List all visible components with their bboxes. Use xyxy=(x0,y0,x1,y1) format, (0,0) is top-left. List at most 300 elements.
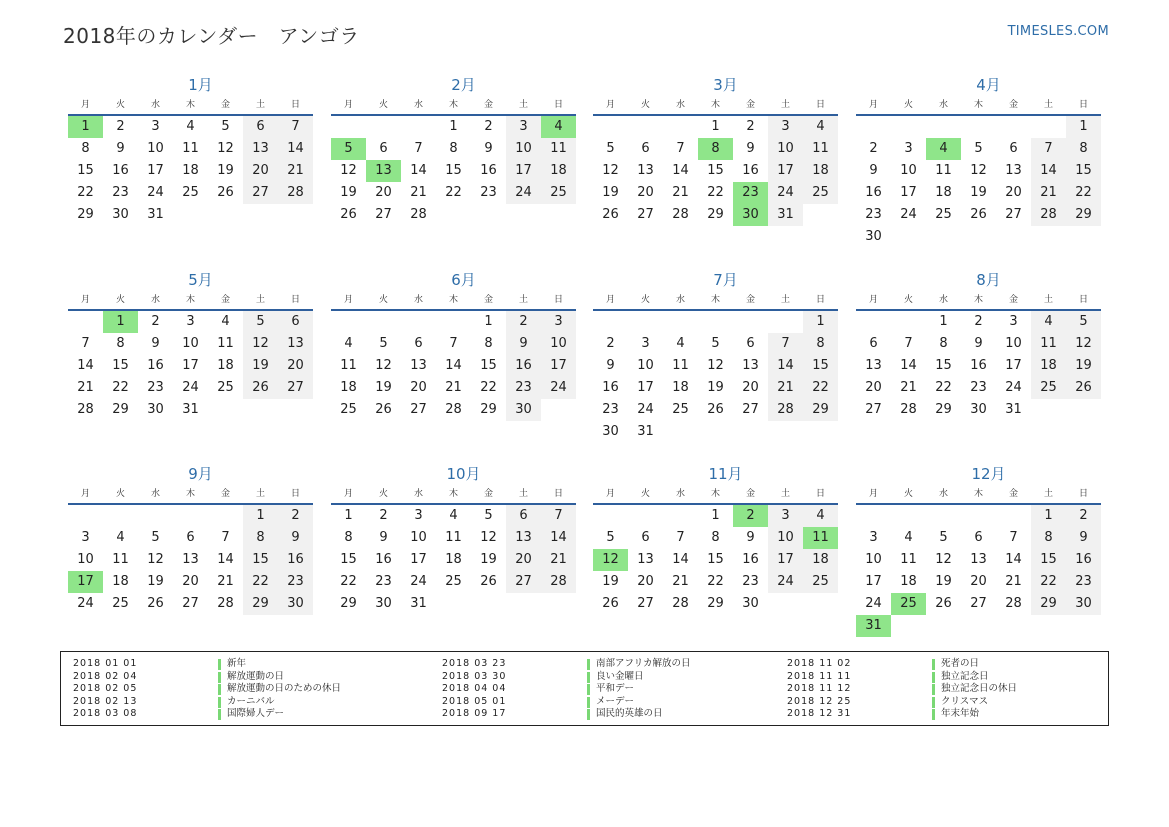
date-cell[interactable]: 21 xyxy=(445,380,462,395)
date-cell[interactable]: 21 xyxy=(541,549,576,571)
date-cell[interactable]: 28 xyxy=(1031,204,1066,226)
date-cell[interactable]: 8 xyxy=(116,336,125,351)
date-cell[interactable]: 13 xyxy=(865,358,882,373)
date-cell[interactable]: 8 xyxy=(449,141,458,156)
date-cell[interactable]: 17 xyxy=(865,574,882,589)
date-cell[interactable]: 6 xyxy=(379,141,388,156)
date-cell[interactable]: 20 xyxy=(865,380,882,395)
date-cell[interactable]: 25 xyxy=(541,182,576,204)
date-cell[interactable]: 14 xyxy=(278,138,313,160)
date-cell[interactable]: 2 xyxy=(484,119,493,134)
date-cell[interactable]: 28 xyxy=(541,571,576,593)
date-cell[interactable]: 30 xyxy=(1066,593,1101,615)
date-cell[interactable]: 26 xyxy=(602,207,619,222)
date-cell[interactable]: 4 xyxy=(904,530,913,545)
date-cell[interactable]: 5 xyxy=(939,530,948,545)
date-cell[interactable]: 29 xyxy=(707,207,724,222)
date-cell[interactable]: 4 xyxy=(1031,311,1066,333)
date-cell[interactable]: 6 xyxy=(186,530,195,545)
date-cell[interactable]: 2 xyxy=(1066,505,1101,527)
date-cell[interactable]: 17 xyxy=(410,552,427,567)
date-cell[interactable]: 15 xyxy=(707,163,724,178)
date-cell[interactable]: 7 xyxy=(414,141,423,156)
date-cell[interactable]: 6 xyxy=(641,141,650,156)
date-cell[interactable]: 16 xyxy=(278,549,313,571)
date-cell[interactable]: 31 xyxy=(410,596,427,611)
date-cell[interactable]: 6 xyxy=(641,530,650,545)
date-cell[interactable]: 26 xyxy=(935,596,952,611)
date-cell[interactable]: 17 xyxy=(768,160,803,182)
date-cell[interactable]: 6 xyxy=(974,530,983,545)
date-cell[interactable]: 13 xyxy=(637,552,654,567)
date-cell[interactable]: 18 xyxy=(803,160,838,182)
date-cell[interactable]: 6 xyxy=(746,336,755,351)
date-cell[interactable]: 20 xyxy=(637,185,654,200)
date-cell[interactable]: 8 xyxy=(711,530,720,545)
date-cell[interactable]: 15 xyxy=(480,358,497,373)
holiday-date-cell[interactable]: 25 xyxy=(891,593,926,615)
date-cell[interactable]: 21 xyxy=(217,574,234,589)
date-cell[interactable]: 27 xyxy=(375,207,392,222)
date-cell[interactable]: 23 xyxy=(375,574,392,589)
date-cell[interactable]: 31 xyxy=(768,204,803,226)
date-cell[interactable]: 30 xyxy=(865,229,882,244)
date-cell[interactable]: 17 xyxy=(147,163,164,178)
date-cell[interactable]: 9 xyxy=(746,141,755,156)
date-cell[interactable]: 22 xyxy=(803,377,838,399)
date-cell[interactable]: 4 xyxy=(116,530,125,545)
date-cell[interactable]: 20 xyxy=(182,574,199,589)
site-link[interactable]: TIMESLES.COM xyxy=(1007,24,1109,39)
holiday-date-cell[interactable]: 4 xyxy=(926,138,961,160)
date-cell[interactable]: 9 xyxy=(278,527,313,549)
date-cell[interactable]: 2 xyxy=(151,314,160,329)
date-cell[interactable]: 19 xyxy=(480,552,497,567)
date-cell[interactable]: 9 xyxy=(974,336,983,351)
date-cell[interactable]: 28 xyxy=(410,207,427,222)
date-cell[interactable]: 17 xyxy=(541,355,576,377)
date-cell[interactable]: 29 xyxy=(1031,593,1066,615)
date-cell[interactable]: 9 xyxy=(1066,527,1101,549)
date-cell[interactable]: 27 xyxy=(506,571,541,593)
date-cell[interactable]: 23 xyxy=(865,207,882,222)
date-cell[interactable]: 17 xyxy=(768,549,803,571)
date-cell[interactable]: 6 xyxy=(278,311,313,333)
date-cell[interactable]: 19 xyxy=(340,185,357,200)
date-cell[interactable]: 24 xyxy=(637,402,654,417)
date-cell[interactable]: 29 xyxy=(340,596,357,611)
date-cell[interactable]: 20 xyxy=(1005,185,1022,200)
date-cell[interactable]: 12 xyxy=(707,358,724,373)
date-cell[interactable]: 3 xyxy=(768,505,803,527)
date-cell[interactable]: 23 xyxy=(1066,571,1101,593)
date-cell[interactable]: 5 xyxy=(1066,311,1101,333)
date-cell[interactable]: 10 xyxy=(900,163,917,178)
date-cell[interactable]: 20 xyxy=(375,185,392,200)
date-cell[interactable]: 6 xyxy=(243,116,278,138)
date-cell[interactable]: 14 xyxy=(77,358,94,373)
date-cell[interactable]: 1 xyxy=(484,314,493,329)
date-cell[interactable]: 12 xyxy=(1066,333,1101,355)
date-cell[interactable]: 13 xyxy=(742,358,759,373)
date-cell[interactable]: 22 xyxy=(935,380,952,395)
date-cell[interactable]: 18 xyxy=(1031,355,1066,377)
date-cell[interactable]: 15 xyxy=(340,552,357,567)
date-cell[interactable]: 18 xyxy=(340,380,357,395)
date-cell[interactable]: 14 xyxy=(672,552,689,567)
date-cell[interactable]: 21 xyxy=(900,380,917,395)
date-cell[interactable]: 10 xyxy=(768,527,803,549)
date-cell[interactable]: 29 xyxy=(243,593,278,615)
date-cell[interactable]: 5 xyxy=(606,141,615,156)
date-cell[interactable]: 14 xyxy=(445,358,462,373)
date-cell[interactable]: 17 xyxy=(900,185,917,200)
date-cell[interactable]: 16 xyxy=(480,163,497,178)
holiday-date-cell[interactable]: 5 xyxy=(331,138,366,160)
date-cell[interactable]: 4 xyxy=(803,116,838,138)
date-cell[interactable]: 21 xyxy=(672,574,689,589)
date-cell[interactable]: 23 xyxy=(278,571,313,593)
date-cell[interactable]: 21 xyxy=(77,380,94,395)
date-cell[interactable]: 27 xyxy=(182,596,199,611)
date-cell[interactable]: 29 xyxy=(1066,204,1101,226)
date-cell[interactable]: 11 xyxy=(1031,333,1066,355)
date-cell[interactable]: 4 xyxy=(449,508,458,523)
date-cell[interactable]: 7 xyxy=(768,333,803,355)
date-cell[interactable]: 15 xyxy=(707,552,724,567)
date-cell[interactable]: 26 xyxy=(602,596,619,611)
date-cell[interactable]: 4 xyxy=(803,505,838,527)
date-cell[interactable]: 24 xyxy=(768,182,803,204)
date-cell[interactable]: 16 xyxy=(970,358,987,373)
date-cell[interactable]: 30 xyxy=(112,207,129,222)
date-cell[interactable]: 28 xyxy=(900,402,917,417)
date-cell[interactable]: 5 xyxy=(484,508,493,523)
date-cell[interactable]: 28 xyxy=(672,596,689,611)
date-cell[interactable]: 12 xyxy=(243,333,278,355)
date-cell[interactable]: 23 xyxy=(480,185,497,200)
date-cell[interactable]: 10 xyxy=(541,333,576,355)
date-cell[interactable]: 22 xyxy=(707,185,724,200)
date-cell[interactable]: 7 xyxy=(1009,530,1018,545)
date-cell[interactable]: 15 xyxy=(935,358,952,373)
date-cell[interactable]: 5 xyxy=(379,336,388,351)
date-cell[interactable]: 27 xyxy=(637,596,654,611)
date-cell[interactable]: 12 xyxy=(375,358,392,373)
date-cell[interactable]: 10 xyxy=(147,141,164,156)
date-cell[interactable]: 28 xyxy=(278,182,313,204)
date-cell[interactable]: 23 xyxy=(112,185,129,200)
date-cell[interactable]: 17 xyxy=(182,358,199,373)
date-cell[interactable]: 25 xyxy=(340,402,357,417)
date-cell[interactable]: 4 xyxy=(186,119,195,134)
date-cell[interactable]: 2 xyxy=(506,311,541,333)
date-cell[interactable]: 18 xyxy=(445,552,462,567)
date-cell[interactable]: 21 xyxy=(768,377,803,399)
date-cell[interactable]: 4 xyxy=(676,336,685,351)
date-cell[interactable]: 24 xyxy=(900,207,917,222)
date-cell[interactable]: 31 xyxy=(182,402,199,417)
date-cell[interactable]: 29 xyxy=(803,399,838,421)
date-cell[interactable]: 16 xyxy=(1066,549,1101,571)
date-cell[interactable]: 1 xyxy=(243,505,278,527)
date-cell[interactable]: 16 xyxy=(375,552,392,567)
date-cell[interactable]: 30 xyxy=(278,593,313,615)
date-cell[interactable]: 7 xyxy=(221,530,230,545)
date-cell[interactable]: 11 xyxy=(217,336,234,351)
date-cell[interactable]: 9 xyxy=(116,141,125,156)
holiday-date-cell[interactable]: 8 xyxy=(698,138,733,160)
date-cell[interactable]: 19 xyxy=(935,574,952,589)
date-cell[interactable]: 30 xyxy=(970,402,987,417)
date-cell[interactable]: 7 xyxy=(449,336,458,351)
date-cell[interactable]: 16 xyxy=(602,380,619,395)
date-cell[interactable]: 28 xyxy=(672,207,689,222)
date-cell[interactable]: 16 xyxy=(147,358,164,373)
date-cell[interactable]: 12 xyxy=(602,163,619,178)
date-cell[interactable]: 23 xyxy=(147,380,164,395)
date-cell[interactable]: 1 xyxy=(803,311,838,333)
date-cell[interactable]: 26 xyxy=(147,596,164,611)
date-cell[interactable]: 2 xyxy=(606,336,615,351)
date-cell[interactable]: 22 xyxy=(77,185,94,200)
holiday-date-cell[interactable]: 4 xyxy=(541,116,576,138)
holiday-date-cell[interactable]: 12 xyxy=(593,549,628,571)
date-cell[interactable]: 17 xyxy=(1005,358,1022,373)
date-cell[interactable]: 10 xyxy=(865,552,882,567)
date-cell[interactable]: 13 xyxy=(182,552,199,567)
date-cell[interactable]: 21 xyxy=(672,185,689,200)
date-cell[interactable]: 1 xyxy=(344,508,353,523)
date-cell[interactable]: 30 xyxy=(602,424,619,439)
date-cell[interactable]: 21 xyxy=(410,185,427,200)
date-cell[interactable]: 18 xyxy=(541,160,576,182)
date-cell[interactable]: 13 xyxy=(410,358,427,373)
date-cell[interactable]: 3 xyxy=(641,336,650,351)
date-cell[interactable]: 25 xyxy=(217,380,234,395)
date-cell[interactable]: 17 xyxy=(506,160,541,182)
date-cell[interactable]: 10 xyxy=(637,358,654,373)
date-cell[interactable]: 6 xyxy=(869,336,878,351)
date-cell[interactable]: 2 xyxy=(869,141,878,156)
holiday-date-cell[interactable]: 11 xyxy=(803,527,838,549)
date-cell[interactable]: 11 xyxy=(445,530,462,545)
date-cell[interactable]: 24 xyxy=(541,377,576,399)
date-cell[interactable]: 27 xyxy=(278,377,313,399)
date-cell[interactable]: 14 xyxy=(541,527,576,549)
date-cell[interactable]: 14 xyxy=(768,355,803,377)
date-cell[interactable]: 19 xyxy=(602,185,619,200)
date-cell[interactable]: 26 xyxy=(1066,377,1101,399)
date-cell[interactable]: 7 xyxy=(1031,138,1066,160)
date-cell[interactable]: 5 xyxy=(221,119,230,134)
date-cell[interactable]: 2 xyxy=(974,314,983,329)
date-cell[interactable]: 31 xyxy=(1005,402,1022,417)
date-cell[interactable]: 12 xyxy=(970,163,987,178)
date-cell[interactable]: 15 xyxy=(112,358,129,373)
date-cell[interactable]: 20 xyxy=(243,160,278,182)
date-cell[interactable]: 25 xyxy=(112,596,129,611)
date-cell[interactable]: 24 xyxy=(768,571,803,593)
date-cell[interactable]: 17 xyxy=(637,380,654,395)
date-cell[interactable]: 22 xyxy=(112,380,129,395)
date-cell[interactable]: 22 xyxy=(243,571,278,593)
date-cell[interactable]: 3 xyxy=(186,314,195,329)
date-cell[interactable]: 11 xyxy=(672,358,689,373)
date-cell[interactable]: 9 xyxy=(484,141,493,156)
holiday-date-cell[interactable]: 2 xyxy=(733,505,768,527)
date-cell[interactable]: 24 xyxy=(147,185,164,200)
date-cell[interactable]: 9 xyxy=(869,163,878,178)
date-cell[interactable]: 31 xyxy=(637,424,654,439)
date-cell[interactable]: 1 xyxy=(711,119,720,134)
date-cell[interactable]: 21 xyxy=(1031,182,1066,204)
date-cell[interactable]: 20 xyxy=(506,549,541,571)
date-cell[interactable]: 9 xyxy=(506,333,541,355)
date-cell[interactable]: 7 xyxy=(676,530,685,545)
date-cell[interactable]: 14 xyxy=(1005,552,1022,567)
date-cell[interactable]: 23 xyxy=(970,380,987,395)
date-cell[interactable]: 29 xyxy=(707,596,724,611)
date-cell[interactable]: 1 xyxy=(939,314,948,329)
date-cell[interactable]: 23 xyxy=(602,402,619,417)
date-cell[interactable]: 10 xyxy=(182,336,199,351)
date-cell[interactable]: 26 xyxy=(243,377,278,399)
date-cell[interactable]: 27 xyxy=(742,402,759,417)
date-cell[interactable]: 29 xyxy=(480,402,497,417)
date-cell[interactable]: 6 xyxy=(1009,141,1018,156)
date-cell[interactable]: 7 xyxy=(541,505,576,527)
date-cell[interactable]: 12 xyxy=(147,552,164,567)
date-cell[interactable]: 26 xyxy=(217,185,234,200)
holiday-date-cell[interactable]: 31 xyxy=(856,615,891,637)
date-cell[interactable]: 18 xyxy=(182,163,199,178)
date-cell[interactable]: 1 xyxy=(711,508,720,523)
date-cell[interactable]: 19 xyxy=(375,380,392,395)
date-cell[interactable]: 22 xyxy=(480,380,497,395)
date-cell[interactable]: 27 xyxy=(637,207,654,222)
date-cell[interactable]: 3 xyxy=(869,530,878,545)
date-cell[interactable]: 19 xyxy=(243,355,278,377)
date-cell[interactable]: 16 xyxy=(742,163,759,178)
date-cell[interactable]: 4 xyxy=(221,314,230,329)
date-cell[interactable]: 14 xyxy=(672,163,689,178)
date-cell[interactable]: 28 xyxy=(768,399,803,421)
date-cell[interactable]: 22 xyxy=(1066,182,1101,204)
date-cell[interactable]: 26 xyxy=(340,207,357,222)
date-cell[interactable]: 3 xyxy=(904,141,913,156)
date-cell[interactable]: 20 xyxy=(637,574,654,589)
date-cell[interactable]: 21 xyxy=(1005,574,1022,589)
date-cell[interactable]: 8 xyxy=(803,333,838,355)
holiday-date-cell[interactable]: 13 xyxy=(366,160,401,182)
date-cell[interactable]: 3 xyxy=(768,116,803,138)
date-cell[interactable]: 18 xyxy=(672,380,689,395)
date-cell[interactable]: 10 xyxy=(410,530,427,545)
date-cell[interactable]: 29 xyxy=(935,402,952,417)
date-cell[interactable]: 27 xyxy=(1005,207,1022,222)
date-cell[interactable]: 26 xyxy=(707,402,724,417)
date-cell[interactable]: 25 xyxy=(803,571,838,593)
date-cell[interactable]: 18 xyxy=(803,549,838,571)
date-cell[interactable]: 31 xyxy=(147,207,164,222)
date-cell[interactable]: 11 xyxy=(803,138,838,160)
date-cell[interactable]: 12 xyxy=(935,552,952,567)
date-cell[interactable]: 9 xyxy=(151,336,160,351)
date-cell[interactable]: 15 xyxy=(803,355,838,377)
date-cell[interactable]: 7 xyxy=(81,336,90,351)
date-cell[interactable]: 12 xyxy=(340,163,357,178)
date-cell[interactable]: 24 xyxy=(77,596,94,611)
date-cell[interactable]: 15 xyxy=(243,549,278,571)
date-cell[interactable]: 7 xyxy=(676,141,685,156)
date-cell[interactable]: 27 xyxy=(970,596,987,611)
date-cell[interactable]: 8 xyxy=(243,527,278,549)
holiday-date-cell[interactable]: 30 xyxy=(733,204,768,226)
date-cell[interactable]: 14 xyxy=(217,552,234,567)
date-cell[interactable]: 18 xyxy=(217,358,234,373)
date-cell[interactable]: 19 xyxy=(1066,355,1101,377)
date-cell[interactable]: 13 xyxy=(243,138,278,160)
date-cell[interactable]: 2 xyxy=(278,505,313,527)
date-cell[interactable]: 10 xyxy=(768,138,803,160)
date-cell[interactable]: 25 xyxy=(445,574,462,589)
date-cell[interactable]: 24 xyxy=(410,574,427,589)
date-cell[interactable]: 30 xyxy=(375,596,392,611)
date-cell[interactable]: 3 xyxy=(1009,314,1018,329)
date-cell[interactable]: 12 xyxy=(217,141,234,156)
date-cell[interactable]: 20 xyxy=(970,574,987,589)
date-cell[interactable]: 29 xyxy=(77,207,94,222)
date-cell[interactable]: 18 xyxy=(112,574,129,589)
date-cell[interactable]: 27 xyxy=(865,402,882,417)
holiday-date-cell[interactable]: 1 xyxy=(103,311,138,333)
date-cell[interactable]: 15 xyxy=(1066,160,1101,182)
date-cell[interactable]: 24 xyxy=(182,380,199,395)
date-cell[interactable]: 28 xyxy=(445,402,462,417)
date-cell[interactable]: 14 xyxy=(900,358,917,373)
date-cell[interactable]: 28 xyxy=(217,596,234,611)
date-cell[interactable]: 20 xyxy=(742,380,759,395)
date-cell[interactable]: 24 xyxy=(506,182,541,204)
date-cell[interactable]: 3 xyxy=(414,508,423,523)
date-cell[interactable]: 2 xyxy=(379,508,388,523)
date-cell[interactable]: 23 xyxy=(742,574,759,589)
date-cell[interactable]: 15 xyxy=(77,163,94,178)
date-cell[interactable]: 5 xyxy=(711,336,720,351)
date-cell[interactable]: 3 xyxy=(151,119,160,134)
date-cell[interactable]: 22 xyxy=(1031,571,1066,593)
date-cell[interactable]: 19 xyxy=(147,574,164,589)
date-cell[interactable]: 30 xyxy=(147,402,164,417)
date-cell[interactable]: 5 xyxy=(243,311,278,333)
date-cell[interactable]: 11 xyxy=(541,138,576,160)
date-cell[interactable]: 7 xyxy=(278,116,313,138)
date-cell[interactable]: 13 xyxy=(637,163,654,178)
date-cell[interactable]: 10 xyxy=(77,552,94,567)
date-cell[interactable]: 1 xyxy=(1066,116,1101,138)
holiday-date-cell[interactable]: 1 xyxy=(68,116,103,138)
date-cell[interactable]: 27 xyxy=(410,402,427,417)
date-cell[interactable]: 19 xyxy=(970,185,987,200)
date-cell[interactable]: 26 xyxy=(480,574,497,589)
date-cell[interactable]: 13 xyxy=(278,333,313,355)
date-cell[interactable]: 19 xyxy=(602,574,619,589)
date-cell[interactable]: 30 xyxy=(506,399,541,421)
date-cell[interactable]: 13 xyxy=(1005,163,1022,178)
date-cell[interactable]: 23 xyxy=(506,377,541,399)
date-cell[interactable]: 22 xyxy=(445,185,462,200)
